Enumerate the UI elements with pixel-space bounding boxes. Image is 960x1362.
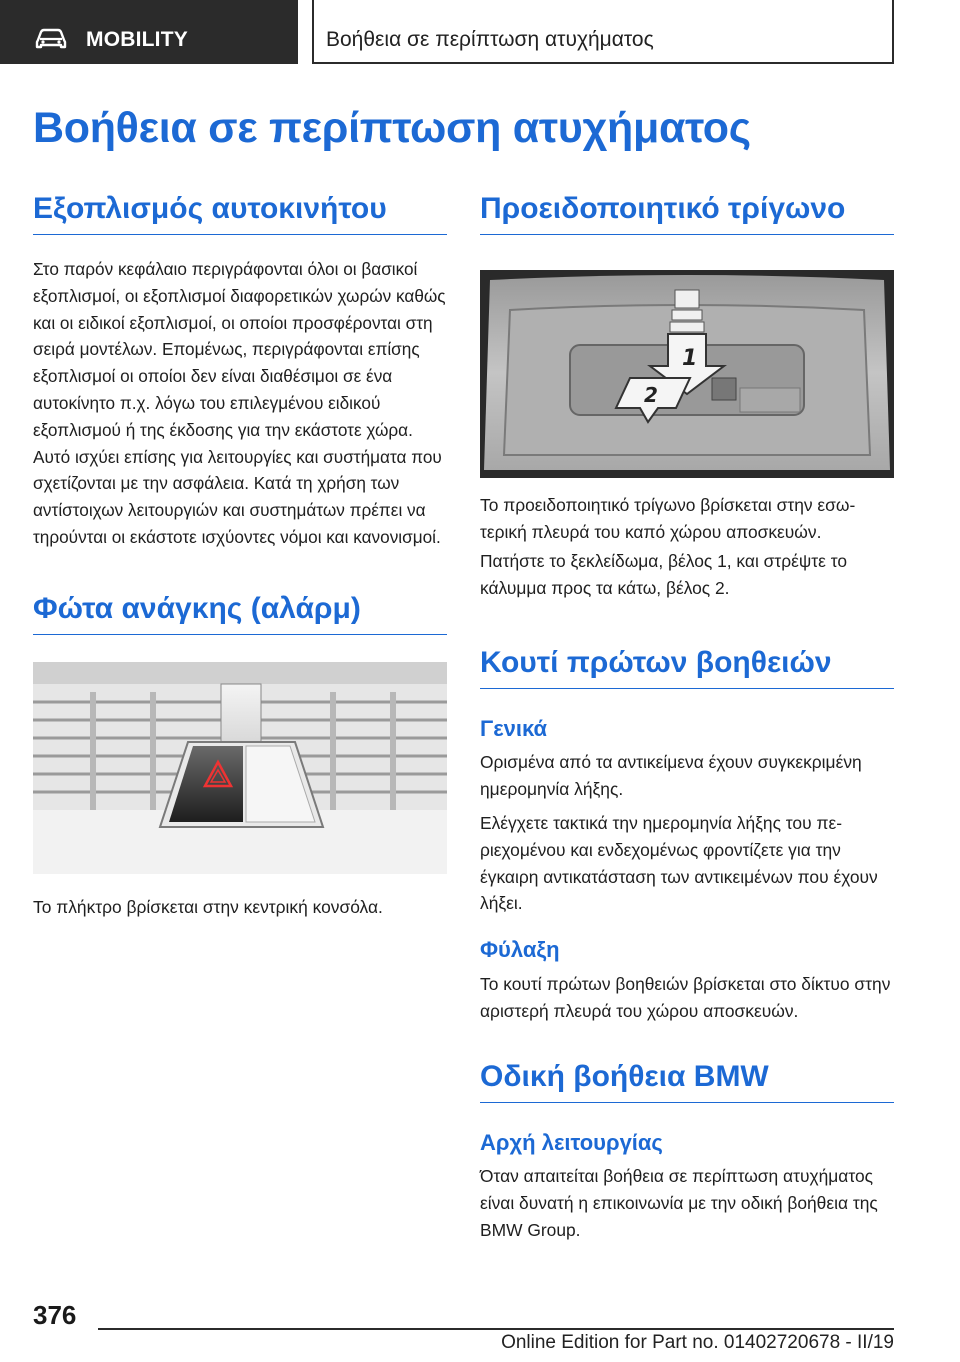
callout-2: 2 [644,383,658,407]
chapter-title: Βοήθεια σε περίπτωση ατυχήματος [326,28,654,51]
page-number: 376 [33,1300,77,1330]
edition-text: Online Edition for Part no. 01402720678 - II/19 [501,1332,894,1353]
car-icon [34,28,68,55]
hazard-caption: Το πλήκτρο βρίσκεται στην κεντρική κονσόλα. [33,897,383,917]
hazard-button-image [33,662,447,874]
mobility-tab[interactable] [0,0,298,64]
principle-paragraph: Όταν απαιτείται βοήθεια σε περίπτωση ατυχήματος είναι δυνατή η επικοινωνία με την οδική βοήθεια της BMW Group. [480,1166,878,1240]
section-heading-triangle: Προειδοποιητικό τρίγωνο [480,192,894,235]
section-heading-roadside: Οδική βοήθεια BMW [480,1060,894,1103]
chapter-title-box [312,0,894,64]
equipment-paragraph: Στο παρόν κεφάλαιο περιγράφονται όλοι οι βασικοί εξοπλισμοί, οι εξοπλισμοί διαφορετικών χωρών καθώς και οι ειδικοί εξοπλισμοί, οι οποίοι προσφέρονται στη σειρά μοντέλων. Επομένως, περιγράφονται επίσης εξοπλισμοί οι οποίοι δεν είναι διαθέσιμοι σε ένα αυτοκίνητο π.χ. λόγω του επιλεγμένου ειδικού εξοπλισμού ή της έκδοσης για την εκάστοτε χώρα. Αυτό ισχύει επίσης για λειτουργίες και συστήματα που σχετίζονται με την ασφάλεια. Κατά τη χρήση των αντίστοιχων λειτουργιών και συστημάτων πρέπει να τηρούνται οι εκάστοτε ισχύοντες νόμοι και κανονισμοί. [33,259,446,547]
section-heading-hazard: Φώτα ανάγκης (αλάρμ) [33,592,447,635]
footer-divider [98,1328,894,1330]
subheading-principle: Αρχή λειτουργίας [480,1130,663,1155]
section-heading-equipment: Εξοπλισμός αυτοκινήτου [33,192,447,235]
general-paragraph-1: Ορισμένα από τα αντικείμενα έχουν συγκεκριμένη ημερομηνία λήξης. [480,752,862,799]
subheading-general: Γενικά [480,716,548,741]
subheading-storage: Φύλαξη [480,937,560,962]
general-paragraph-2: Ελέγχετε τακτικά την ημερομηνία λήξης του περιεχομένου και ενδεχομένως φροντίζετε για την έγκαιρη αντικατάσταση των αντικειμένων που έχουν λήξει. [480,813,878,914]
storage-paragraph: Το κουτί πρώτων βοηθειών βρίσκεται στο δίκτυο στην αριστερή πλευρά του χώρου αποσκευών. [480,974,891,1021]
section-heading-first-aid: Κουτί πρώτων βοηθειών [480,646,894,689]
triangle-paragraph-2: Πατήστε το ξεκλείδωμα, βέλος 1, και στρέψτε το κάλυμμα προς τα κάτω, βέλος 2. [480,551,848,598]
mobility-label: MOBILITY [86,28,188,51]
triangle-paragraph-1: Το προειδοποιητικό τρίγωνο βρίσκεται στην εσωτερική πλευρά του καπό χώρου αποσκευών. [480,495,856,542]
page-title: Βοήθεια σε περίπτωση ατυχήματος [33,104,751,152]
callout-1: 1 [682,346,698,371]
warning-triangle-image [480,270,894,478]
